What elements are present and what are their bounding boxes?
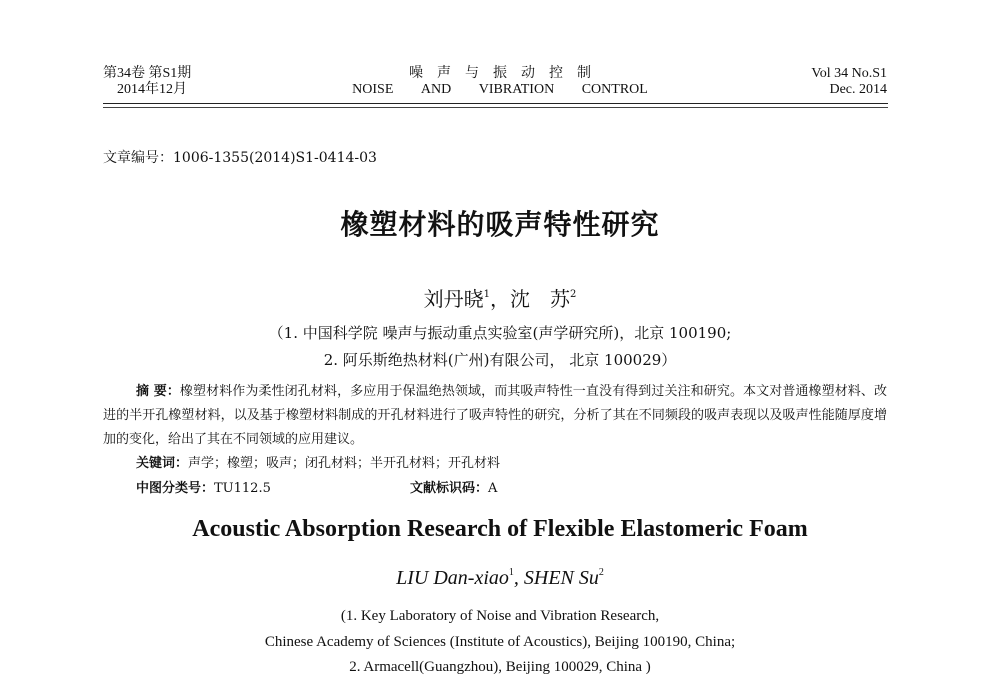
abstract-cn — [103, 380, 887, 452]
paper-title-cn: 橡塑材料的吸声特性研究 — [340, 208, 660, 241]
affiliation-en-line: Chinese Academy of Sciences (Institute of Acoustics), Beijing 100190, China; — [264, 634, 736, 650]
affiliation-cn-line: 2. 阿乐斯绝热材料(广州)有限公司， 北京 100029） — [323, 351, 677, 369]
paper-title-en: Acoustic Absorption Research of Flexible Elastomeric Foam — [192, 516, 808, 542]
journal-word: CONTROL — [581, 82, 648, 97]
journal-volume-info-en — [780, 66, 887, 98]
author-name: 刘丹晓 — [423, 287, 484, 311]
affiliation-marker: 1 — [483, 289, 490, 300]
abstract-label: 摘 要： — [136, 384, 180, 399]
article-number: 文章编号：1006-1355(2014)S1-0414-03 — [103, 150, 377, 166]
authors-en — [0, 567, 1000, 590]
authors-cn — [0, 283, 1000, 312]
document-code-label: 文献标识码： — [410, 481, 489, 496]
affiliation-marker: 1 — [508, 567, 514, 578]
keywords-text: 声学；橡塑；吸声；闭孔材料；半开孔材料；开孔材料 — [188, 456, 501, 471]
author-name: LIU Dan-xiao — [396, 567, 509, 589]
journal-word: NOISE — [352, 82, 394, 97]
document-code — [410, 477, 497, 496]
author-separator: , — [513, 567, 524, 589]
publication-date-cn: 2014年12月 — [117, 82, 187, 97]
author-separator: ， — [490, 287, 510, 311]
affiliation-en-line: (1. Key Laboratory of Noise and Vibration Research, — [340, 608, 660, 624]
keywords-label: 关键词： — [136, 456, 189, 471]
author-name: 沈 苏 — [510, 287, 570, 311]
document-code-value: A — [488, 481, 498, 496]
journal-name-cn: 噪声与振动控制 — [409, 66, 605, 81]
volume-issue-en: Vol 34 No.S1 — [811, 66, 887, 81]
affiliation-cn-line: （1. 中国科学院 噪声与振动重点实验室(声学研究所)，北京 100190; — [268, 324, 732, 342]
affiliation-en-line: 2. Armacell(Guangzhou), Beijing 100029, China ) — [349, 659, 651, 675]
clc-label: 中图分类号： — [136, 481, 215, 496]
abstract-text: 橡塑材料作为柔性闭孔材料，多应用于保温绝热领域，而其吸声特性一直没有得到过关注和研究。本文对普通橡塑材料、改进的半开孔橡塑材料，以及基于橡塑材料制成的开孔材料进行了吸声特性的研究，分析了其在不同频段的吸声表现以及吸声性能随厚度增加的变化，给出了其在不同领域的应用建议。 — [103, 384, 887, 447]
volume-issue: 第34卷 第S1期 — [103, 66, 192, 81]
clc-number — [136, 477, 271, 496]
header-rule-thin — [103, 107, 888, 108]
journal-word: VIBRATION — [478, 82, 555, 97]
keywords-cn — [136, 452, 500, 471]
publication-date-en: Dec. 2014 — [829, 82, 887, 97]
journal-word: AND — [420, 82, 452, 97]
clc-value: TU112.5 — [214, 481, 271, 496]
affiliation-marker: 2 — [598, 567, 604, 578]
affiliation-marker: 2 — [570, 289, 577, 300]
author-name: SHEN Su — [523, 567, 599, 589]
header-rule-thick — [103, 103, 888, 104]
